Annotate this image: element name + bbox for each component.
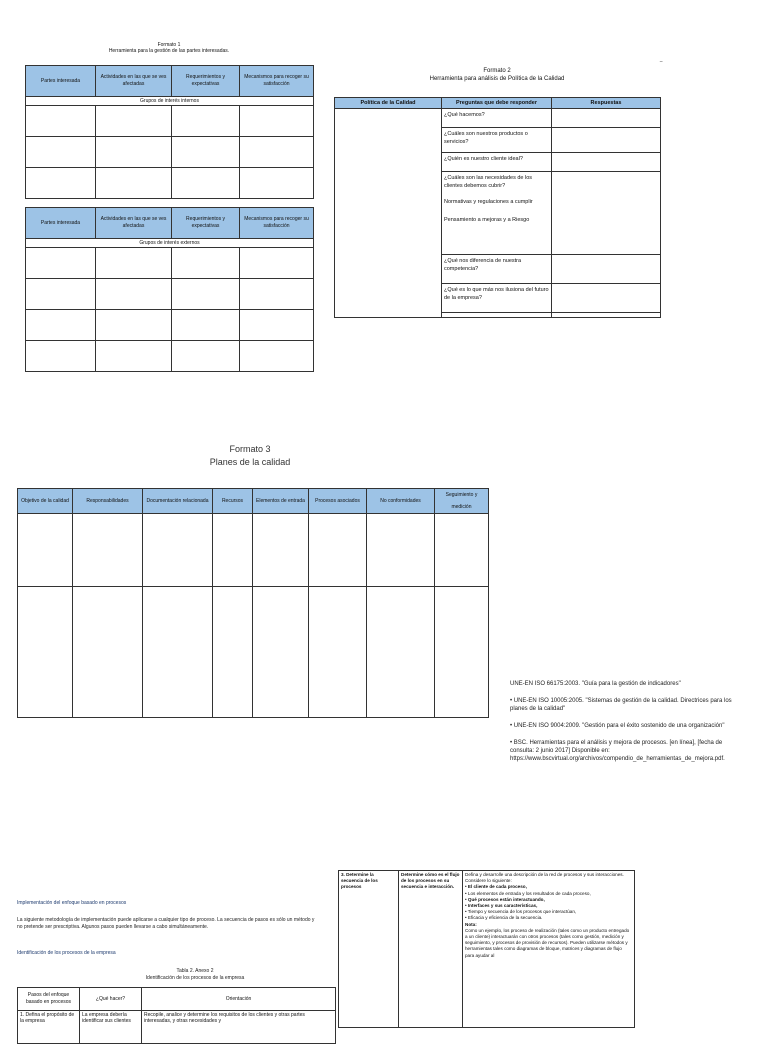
process-table <box>338 870 635 1028</box>
table-cell[interactable] <box>367 587 435 718</box>
table-cell[interactable] <box>172 106 240 137</box>
table-cell[interactable] <box>96 310 172 341</box>
table-header-row <box>18 988 336 1011</box>
table-cell[interactable] <box>26 168 96 199</box>
table-cell: La empresa debería identificar sus clientes <box>80 1011 142 1044</box>
table-cell[interactable] <box>26 248 96 279</box>
question-text: Pensamiento a mejoras y a Riesgo <box>444 217 530 223</box>
header-cell: Requerimientos y expectativas <box>172 208 240 239</box>
section-heading: Implementación del enfoque basado en procesos <box>17 900 127 906</box>
question-cell: ¿Qué es lo que más nos ilusiona del futuro de la empresa? <box>442 284 552 313</box>
table-row <box>26 341 314 372</box>
formato1-external-table <box>25 207 314 372</box>
table-row <box>18 1011 336 1044</box>
question-cell: ¿Cuáles son nuestros productos o servicios? <box>442 128 552 153</box>
policy-cell[interactable] <box>335 109 442 318</box>
table-row <box>26 137 314 168</box>
header-cell: Requerimientos y expectativas <box>172 66 240 97</box>
table-row <box>26 106 314 137</box>
table-row <box>26 168 314 199</box>
table2-title: Tabla 2. Anexo 2 <box>176 968 214 974</box>
formato1-internal-table <box>25 65 314 199</box>
table-header-row <box>335 98 661 109</box>
group-label-external: Grupos de interés externos <box>26 239 314 248</box>
references-list <box>510 680 740 772</box>
answer-cell[interactable] <box>552 109 661 128</box>
table2-subtitle: Identificación de los procesos de la empresa <box>145 975 245 981</box>
table-cell[interactable] <box>172 137 240 168</box>
table-cell[interactable] <box>213 514 253 587</box>
header-cell: Seguimiento y medición <box>435 489 489 514</box>
header-cell: Orientación <box>142 988 336 1011</box>
header-cell: Partes interesada <box>26 66 96 97</box>
formato2-title: Formato 2 <box>483 68 511 74</box>
table-cell[interactable] <box>96 106 172 137</box>
table-cell[interactable] <box>213 587 253 718</box>
table-cell[interactable] <box>253 587 309 718</box>
guidance-line: • Qué procesos están interactuando, <box>465 896 545 902</box>
formato2-heading <box>334 67 660 83</box>
header-cell: Respuestas <box>552 98 661 109</box>
table-cell[interactable] <box>435 587 489 718</box>
table-header-row <box>18 489 489 514</box>
table-cell[interactable] <box>26 106 96 137</box>
reference-item: • UNE-EN ISO 10005:2005. "Sistemas de gestión de la calidad. Directrices para los planes de la calidad" <box>510 698 732 712</box>
question-cell <box>442 172 552 255</box>
guidance-line: • Eficacia y eficiencia de la secuencia. <box>465 915 543 921</box>
table-cell[interactable] <box>18 587 73 718</box>
question-text: Normativas y regulaciones a cumplir <box>444 199 533 205</box>
formato3-title: Formato 3 <box>229 444 271 454</box>
header-cell: Responsabilidades <box>73 489 143 514</box>
section-heading: Identificación de los procesos de la empresa <box>17 950 116 956</box>
question-cell: ¿Qué hacemos? <box>442 109 552 128</box>
table-cell[interactable] <box>73 514 143 587</box>
table-cell[interactable] <box>172 279 240 310</box>
table-row <box>26 279 314 310</box>
answer-cell[interactable] <box>552 255 661 284</box>
table-cell[interactable] <box>172 248 240 279</box>
table-cell[interactable] <box>240 279 314 310</box>
table-cell[interactable] <box>26 279 96 310</box>
header-cell: Objetivo de la calidad <box>18 489 73 514</box>
table-cell[interactable] <box>435 514 489 587</box>
table-cell[interactable] <box>240 137 314 168</box>
table-header-row <box>26 208 314 239</box>
table-cell[interactable] <box>309 514 367 587</box>
header-cell: Partes interesada <box>26 208 96 239</box>
header-cell: Documentación relacionada <box>143 489 213 514</box>
header-cell: No conformidades <box>367 489 435 514</box>
table-cell: Determine cómo es el flujo de los procesos en su secuencia e interacción. <box>399 871 463 1028</box>
header-cell: Actividades en las que se ves afectadas <box>96 208 172 239</box>
formato1-subtitle: Herramienta para la gestión de las partes interesadas. <box>108 48 230 54</box>
table2 <box>17 987 336 1044</box>
reference-item: • BSC. Herramientas para el análisis y mejora de procesos. [en línea], [fecha de consulta: 2 junio 2017] Disponible en: https://www.bscvirtual.org/archivos/compendio_de_herramientas_de_mejora.pdf. <box>510 740 725 762</box>
table-cell[interactable] <box>172 341 240 372</box>
question-text: ¿Cuáles son las necesidades de los clientes debemos cubrir? <box>444 175 533 189</box>
header-cell: Pasos del enfoque basado en procesos <box>18 988 80 1011</box>
guidance-line: Defina y desarrolle una descripción de la red de procesos y sus interacciones. <box>465 872 624 877</box>
answer-cell[interactable] <box>552 284 661 313</box>
table-cell[interactable] <box>172 310 240 341</box>
table2-heading <box>120 968 270 982</box>
table-cell[interactable] <box>96 279 172 310</box>
table-cell[interactable] <box>18 514 73 587</box>
answer-cell[interactable] <box>552 128 661 153</box>
table-cell[interactable] <box>143 587 213 718</box>
table-cell[interactable] <box>240 341 314 372</box>
guidance-line: Como un ejemplo, los proceso de realización (tales como un producto entregado a un cliente) interactuarán con otros procesos (tales como gestión, medición y seguimiento, y procesos de provisión de recursos). Pueden utilizarse métodos y herramientas tales como diagramas de bloque, matrices y diagramas de flujo para ayudar al <box>465 927 630 958</box>
header-cell: ¿Qué hacer? <box>80 988 142 1011</box>
answer-cell[interactable] <box>552 172 661 255</box>
group-label-internal: Grupos de interés internos <box>26 97 314 106</box>
formato1-title: Formato 1 <box>157 42 181 48</box>
formato2-subtitle: Herramienta para análisis de Política de la Calidad <box>429 76 565 82</box>
guidance-line: • Tiempo y secuencia de los procesos que interactúan, <box>465 909 577 915</box>
table-row <box>18 514 489 587</box>
table-cell[interactable] <box>367 514 435 587</box>
table-row <box>339 871 635 1028</box>
table-cell[interactable] <box>309 587 367 718</box>
table-row <box>18 587 489 718</box>
header-cell: Mecanismos para recoger su satisfacción <box>240 66 314 97</box>
header-cell: Preguntas que debe responder <box>442 98 552 109</box>
reference-item: • UNE-EN ISO 9004:2009. "Gestión para el éxito sostenido de una organización" <box>510 723 725 729</box>
table-row <box>26 310 314 341</box>
answer-cell[interactable] <box>552 153 661 172</box>
table-cell[interactable] <box>96 248 172 279</box>
table-cell[interactable] <box>240 168 314 199</box>
table-cell[interactable] <box>172 168 240 199</box>
table-row <box>335 109 661 128</box>
table-cell[interactable] <box>96 137 172 168</box>
header-cell: Mecanismos para recoger su satisfacción <box>240 208 314 239</box>
question-cell: ¿Quién es nuestro cliente ideal? <box>442 153 552 172</box>
table-cell: 1. Defina el propósito de la empresa <box>18 1011 80 1044</box>
table-cell[interactable] <box>253 514 309 587</box>
guidance-line: • Interfaces y sus características, <box>465 903 538 909</box>
header-cell: Actividades en las que se ves afectadas <box>96 66 172 97</box>
header-cell: Política de la Calidad <box>335 98 442 109</box>
table-cell[interactable] <box>96 168 172 199</box>
corner-mark-icon: ‾ <box>660 62 663 69</box>
guidance-line: • El cliente de cada proceso, <box>465 884 527 890</box>
section-paragraph: La siguiente metodología de implementación puede aplicarse a cualquier tipo de proceso. La secuencia de pasos es sólo un método y no pretende ser prescriptiva. Algunos pasos pueden llevarse a cabo simultáneamente. <box>17 917 315 930</box>
formato1-heading <box>25 42 313 54</box>
header-cell: Recursos <box>213 489 253 514</box>
table-cell[interactable] <box>143 514 213 587</box>
table-cell[interactable] <box>73 587 143 718</box>
formato3-subtitle: Planes de la calidad <box>209 457 291 467</box>
header-cell: Elementos de entrada <box>253 489 309 514</box>
table-row <box>26 248 314 279</box>
table-cell[interactable] <box>26 310 96 341</box>
guidance-line: Considere lo siguiente: <box>465 878 512 884</box>
table-cell[interactable] <box>26 341 96 372</box>
table-cell[interactable] <box>26 137 96 168</box>
table-cell[interactable] <box>240 106 314 137</box>
formato3-heading <box>150 443 350 469</box>
table-cell[interactable] <box>240 310 314 341</box>
table-cell: 3. Determine la secuencia de los procesos <box>339 871 399 1028</box>
header-cell: Procesos asociados <box>309 489 367 514</box>
table-cell[interactable] <box>240 248 314 279</box>
guidance-cell <box>463 871 635 1028</box>
reference-item: UNE-EN ISO 66175:2003. "Guía para la gestión de indicadores" <box>510 681 681 687</box>
table-cell: Recopile, analice y determine los requisitos de los clientes y otras partes interesadas, y otras necesidades y <box>142 1011 336 1044</box>
formato3-table <box>17 488 489 718</box>
question-cell: ¿Qué nos diferencia de nuestra competencia? <box>442 255 552 284</box>
guidance-line: • Los elementos de entrada y los resultados de cada proceso, <box>465 890 591 896</box>
formato2-table <box>334 97 661 318</box>
table-header-row <box>26 66 314 97</box>
table-cell[interactable] <box>96 341 172 372</box>
guidance-line: Nota: <box>465 921 477 927</box>
